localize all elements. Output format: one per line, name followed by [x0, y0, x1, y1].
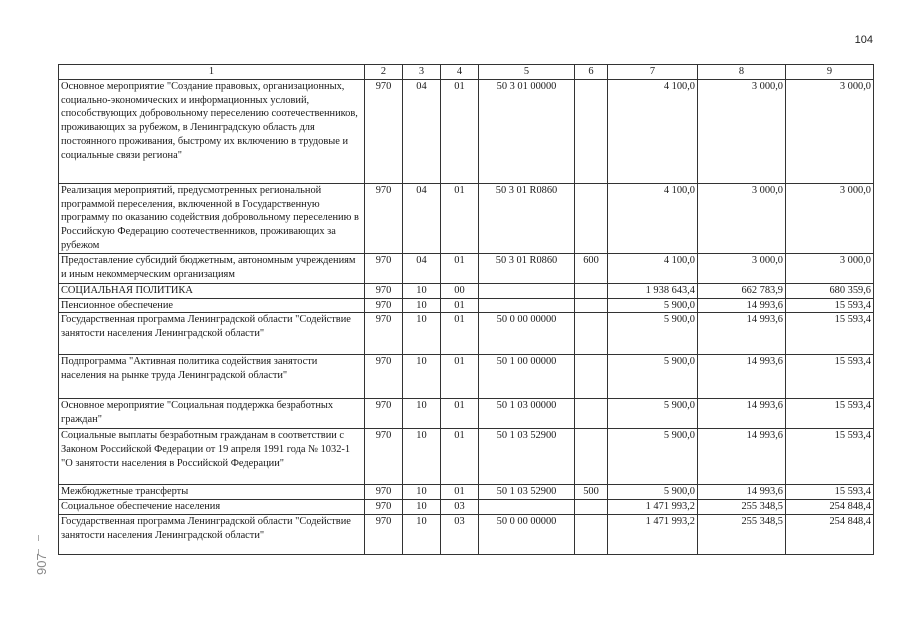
row-amount-7: 1 471 993,2	[608, 514, 698, 554]
row-amount-9: 3 000,0	[786, 254, 874, 284]
table-row	[59, 399, 874, 429]
row-section: 10	[403, 514, 441, 554]
row-section: 04	[403, 184, 441, 254]
row-admin-code: 970	[365, 514, 403, 554]
row-amount-9: 15 593,4	[786, 313, 874, 355]
table-row	[59, 355, 874, 399]
row-admin-code: 970	[365, 500, 403, 515]
row-target-code: 50 1 03 00000	[479, 399, 575, 429]
row-target-code: 50 0 00 00000	[479, 514, 575, 554]
row-section: 10	[403, 355, 441, 399]
row-expense-type	[575, 313, 608, 355]
row-subsection: 01	[441, 399, 479, 429]
row-amount-8: 255 348,5	[698, 500, 786, 515]
table-row	[59, 254, 874, 284]
row-target-code	[479, 298, 575, 313]
row-admin-code: 970	[365, 298, 403, 313]
row-amount-7: 1 471 993,2	[608, 500, 698, 515]
row-admin-code: 970	[365, 355, 403, 399]
row-amount-8: 662 783,9	[698, 284, 786, 299]
row-amount-9: 15 593,4	[786, 298, 874, 313]
row-expense-type	[575, 500, 608, 515]
row-name: Социальное обеспечение населения	[59, 500, 365, 515]
row-expense-type	[575, 514, 608, 554]
row-admin-code: 970	[365, 429, 403, 485]
row-section: 04	[403, 254, 441, 284]
row-amount-9: 680 359,6	[786, 284, 874, 299]
row-target-code	[479, 284, 575, 299]
row-name: Основное мероприятие "Социальная поддержка безработных граждан"	[59, 399, 365, 429]
row-amount-7: 4 100,0	[608, 184, 698, 254]
row-expense-type	[575, 399, 608, 429]
row-expense-type: 600	[575, 254, 608, 284]
row-amount-9: 254 848,4	[786, 514, 874, 554]
table-row	[59, 298, 874, 313]
row-target-code: 50 3 01 R0860	[479, 254, 575, 284]
header-cell-5: 5	[479, 65, 575, 80]
row-name: Государственная программа Ленинградской области "Содействие занятости населения Ленинградской области"	[59, 514, 365, 554]
row-subsection: 01	[441, 184, 479, 254]
row-amount-7: 5 900,0	[608, 355, 698, 399]
table-row	[59, 500, 874, 515]
row-amount-8: 14 993,6	[698, 355, 786, 399]
row-expense-type	[575, 80, 608, 184]
margin-tick	[38, 535, 43, 541]
row-amount-9: 3 000,0	[786, 80, 874, 184]
row-amount-8: 14 993,6	[698, 313, 786, 355]
header-cell-9: 9	[786, 65, 874, 80]
row-subsection: 01	[441, 298, 479, 313]
row-name: Государственная программа Ленинградской области "Содействие занятости населения Ленинградской области"	[59, 313, 365, 355]
row-section: 10	[403, 399, 441, 429]
row-subsection: 01	[441, 313, 479, 355]
page-number: 104	[854, 34, 873, 46]
row-admin-code: 970	[365, 399, 403, 429]
row-expense-type	[575, 184, 608, 254]
row-amount-7: 5 900,0	[608, 485, 698, 500]
table-row	[59, 80, 874, 184]
header-cell-3: 3	[403, 65, 441, 80]
row-name: Пенсионное обеспечение	[59, 298, 365, 313]
row-admin-code: 970	[365, 485, 403, 500]
margin-marks	[34, 535, 54, 615]
row-amount-8: 3 000,0	[698, 254, 786, 284]
row-name: Основное мероприятие "Создание правовых, организационных, социально-экономических и информационных условий, способствующих добровольному переселению соотечественников, проживающих за рубежом, в Ленинградскую область для постоянного проживания, быстрому их включению в трудовые и социальные связи региона"	[59, 80, 365, 184]
table-row	[59, 429, 874, 485]
header-cell-1: 1	[59, 65, 365, 80]
row-amount-9: 15 593,4	[786, 429, 874, 485]
margin-stamp: 907	[34, 553, 49, 575]
header-cell-8: 8	[698, 65, 786, 80]
header-cell-7: 7	[608, 65, 698, 80]
row-amount-9: 3 000,0	[786, 184, 874, 254]
row-amount-9: 254 848,4	[786, 500, 874, 515]
row-subsection: 03	[441, 500, 479, 515]
row-section: 10	[403, 500, 441, 515]
row-amount-7: 5 900,0	[608, 429, 698, 485]
row-amount-7: 4 100,0	[608, 80, 698, 184]
row-amount-8: 14 993,6	[698, 429, 786, 485]
row-section: 10	[403, 284, 441, 299]
table-row	[59, 184, 874, 254]
header-row	[59, 65, 874, 80]
row-amount-7: 5 900,0	[608, 298, 698, 313]
row-target-code: 50 0 00 00000	[479, 313, 575, 355]
table-row	[59, 284, 874, 299]
row-section: 10	[403, 429, 441, 485]
row-subsection: 01	[441, 80, 479, 184]
row-admin-code: 970	[365, 254, 403, 284]
row-amount-8: 255 348,5	[698, 514, 786, 554]
row-amount-9: 15 593,4	[786, 355, 874, 399]
row-subsection: 03	[441, 514, 479, 554]
row-subsection: 01	[441, 485, 479, 500]
row-expense-type	[575, 429, 608, 485]
row-name: Социальные выплаты безработным гражданам в соответствии с Законом Российской Федерации от 19 апреля 1991 года № 1032-1 "О занятости населения в Российской Федерации"	[59, 429, 365, 485]
row-name: Подпрограмма "Активная политика содействия занятости населения на рынке труда Ленинградской области"	[59, 355, 365, 399]
row-amount-8: 14 993,6	[698, 485, 786, 500]
header-cell-2: 2	[365, 65, 403, 80]
row-target-code: 50 1 03 52900	[479, 429, 575, 485]
row-amount-9: 15 593,4	[786, 485, 874, 500]
row-admin-code: 970	[365, 313, 403, 355]
row-target-code: 50 3 01 00000	[479, 80, 575, 184]
row-admin-code: 970	[365, 184, 403, 254]
row-amount-7: 5 900,0	[608, 313, 698, 355]
row-amount-7: 4 100,0	[608, 254, 698, 284]
header-cell-6: 6	[575, 65, 608, 80]
row-amount-8: 3 000,0	[698, 80, 786, 184]
table-row	[59, 514, 874, 554]
row-name: Межбюджетные трансферты	[59, 485, 365, 500]
row-target-code	[479, 500, 575, 515]
row-target-code: 50 1 00 00000	[479, 355, 575, 399]
row-admin-code: 970	[365, 284, 403, 299]
row-subsection: 01	[441, 429, 479, 485]
row-expense-type	[575, 284, 608, 299]
row-subsection: 00	[441, 284, 479, 299]
table-row	[59, 485, 874, 500]
row-amount-7: 1 938 643,4	[608, 284, 698, 299]
row-target-code: 50 1 03 52900	[479, 485, 575, 500]
row-expense-type	[575, 298, 608, 313]
row-expense-type: 500	[575, 485, 608, 500]
row-amount-8: 3 000,0	[698, 184, 786, 254]
row-section: 10	[403, 298, 441, 313]
row-expense-type	[575, 355, 608, 399]
row-target-code: 50 3 01 R0860	[479, 184, 575, 254]
header-cell-4: 4	[441, 65, 479, 80]
row-amount-9: 15 593,4	[786, 399, 874, 429]
row-amount-7: 5 900,0	[608, 399, 698, 429]
row-section: 04	[403, 80, 441, 184]
row-admin-code: 970	[365, 80, 403, 184]
row-name: Предоставление субсидий бюджетным, автономным учреждениям и иным некоммерческим организациям	[59, 254, 365, 284]
budget-table	[58, 64, 874, 555]
row-subsection: 01	[441, 355, 479, 399]
row-section: 10	[403, 485, 441, 500]
row-name: Реализация мероприятий, предусмотренных региональной программой переселения, включенной в Государственную программу по оказанию содействия добровольному переселению в Российскую Федерацию соотечественников, проживающих за рубежом	[59, 184, 365, 254]
row-section: 10	[403, 313, 441, 355]
row-subsection: 01	[441, 254, 479, 284]
row-amount-8: 14 993,6	[698, 399, 786, 429]
table-row	[59, 313, 874, 355]
row-amount-8: 14 993,6	[698, 298, 786, 313]
row-name: СОЦИАЛЬНАЯ ПОЛИТИКА	[59, 284, 365, 299]
